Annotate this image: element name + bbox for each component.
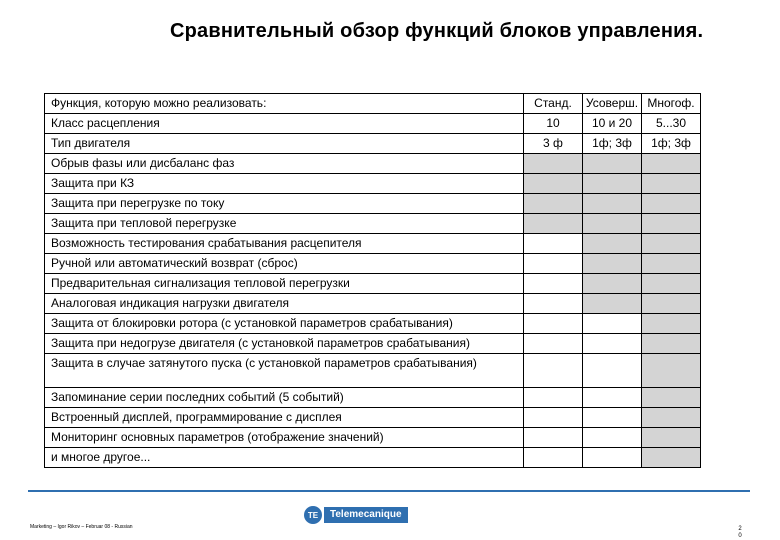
page-title: Сравнительный обзор функций блоков управления. bbox=[170, 20, 704, 42]
table-row bbox=[45, 154, 701, 174]
row-label: Защита при перегрузке по току bbox=[45, 194, 524, 214]
cell-standard bbox=[524, 428, 583, 448]
cell-advanced bbox=[583, 194, 642, 214]
cell-standard bbox=[524, 408, 583, 428]
table-header-row bbox=[45, 94, 701, 114]
table-row bbox=[45, 234, 701, 254]
table-row bbox=[45, 214, 701, 234]
row-label: Защита при тепловой перегрузке bbox=[45, 214, 524, 234]
cell-standard bbox=[524, 314, 583, 334]
cell-standard bbox=[524, 334, 583, 354]
cell-standard bbox=[524, 254, 583, 274]
cell-advanced bbox=[583, 214, 642, 234]
cell-advanced: 1ф; 3ф bbox=[583, 134, 642, 154]
cell-standard bbox=[524, 174, 583, 194]
cell-standard bbox=[524, 274, 583, 294]
cell-multifunction bbox=[642, 214, 701, 234]
cell-advanced bbox=[583, 334, 642, 354]
table-row bbox=[45, 388, 701, 408]
row-label: Обрыв фазы или дисбаланс фаз bbox=[45, 154, 524, 174]
cell-standard bbox=[524, 388, 583, 408]
cell-multifunction bbox=[642, 274, 701, 294]
cell-standard bbox=[524, 234, 583, 254]
footer-credit: Marketing – Igor Rikov – Februar 08 - Russian bbox=[30, 524, 133, 530]
cell-advanced bbox=[583, 408, 642, 428]
table-row bbox=[45, 314, 701, 334]
table-row bbox=[45, 174, 701, 194]
table-row bbox=[45, 114, 701, 134]
telemecanique-logo bbox=[304, 506, 408, 524]
cell-advanced bbox=[583, 448, 642, 468]
footer-divider bbox=[28, 490, 750, 492]
logo-text: Telemecanique bbox=[324, 507, 408, 523]
cell-advanced bbox=[583, 294, 642, 314]
row-label: Аналоговая индикация нагрузки двигателя bbox=[45, 294, 524, 314]
cell-advanced: 10 и 20 bbox=[583, 114, 642, 134]
row-label: Ручной или автоматический возврат (сброс) bbox=[45, 254, 524, 274]
cell-advanced bbox=[583, 354, 642, 388]
cell-standard bbox=[524, 354, 583, 388]
cell-advanced bbox=[583, 274, 642, 294]
row-label: Возможность тестирования срабатывания расцепителя bbox=[45, 234, 524, 254]
table-row bbox=[45, 448, 701, 468]
logo-badge-icon: TE bbox=[304, 506, 322, 524]
cell-standard bbox=[524, 154, 583, 174]
header-standard: Станд. bbox=[524, 94, 583, 114]
header-function: Функция, которую можно реализовать: bbox=[45, 94, 524, 114]
cell-multifunction bbox=[642, 388, 701, 408]
page-number-bottom: 0 bbox=[738, 533, 742, 539]
cell-standard bbox=[524, 214, 583, 234]
row-label: Тип двигателя bbox=[45, 134, 524, 154]
cell-standard bbox=[524, 294, 583, 314]
table-row bbox=[45, 428, 701, 448]
row-label: и многое другое... bbox=[45, 448, 524, 468]
cell-standard bbox=[524, 194, 583, 214]
row-label: Защита при КЗ bbox=[45, 174, 524, 194]
row-label: Встроенный дисплей, программирование с дисплея bbox=[45, 408, 524, 428]
cell-multifunction bbox=[642, 194, 701, 214]
row-label: Запоминание серии последних событий (5 событий) bbox=[45, 388, 524, 408]
page-number bbox=[736, 526, 744, 540]
cell-multifunction bbox=[642, 334, 701, 354]
cell-multifunction bbox=[642, 314, 701, 334]
cell-advanced bbox=[583, 388, 642, 408]
comparison-table bbox=[44, 93, 701, 468]
table-row bbox=[45, 354, 701, 388]
table-row bbox=[45, 274, 701, 294]
table-row bbox=[45, 294, 701, 314]
page-number-top: 2 bbox=[738, 526, 742, 532]
cell-advanced bbox=[583, 314, 642, 334]
cell-multifunction bbox=[642, 294, 701, 314]
cell-multifunction bbox=[642, 174, 701, 194]
cell-multifunction bbox=[642, 428, 701, 448]
cell-standard: 3 ф bbox=[524, 134, 583, 154]
table-row bbox=[45, 408, 701, 428]
cell-multifunction bbox=[642, 154, 701, 174]
cell-multifunction bbox=[642, 234, 701, 254]
cell-standard: 10 bbox=[524, 114, 583, 134]
row-label: Защита от блокировки ротора (с установкой параметров срабатывания) bbox=[45, 314, 524, 334]
row-label: Предварительная сигнализация тепловой перегрузки bbox=[45, 274, 524, 294]
header-multifunction: Многоф. bbox=[642, 94, 701, 114]
cell-advanced bbox=[583, 234, 642, 254]
table-row bbox=[45, 134, 701, 154]
cell-multifunction bbox=[642, 354, 701, 388]
cell-multifunction: 5...30 bbox=[642, 114, 701, 134]
cell-multifunction bbox=[642, 254, 701, 274]
row-label: Защита в случае затянутого пуска (с установкой параметров срабатывания) bbox=[45, 354, 524, 388]
cell-standard bbox=[524, 448, 583, 468]
cell-advanced bbox=[583, 254, 642, 274]
cell-advanced bbox=[583, 174, 642, 194]
cell-advanced bbox=[583, 428, 642, 448]
cell-advanced bbox=[583, 154, 642, 174]
row-label: Защита при недогрузе двигателя (с установкой параметров срабатывания) bbox=[45, 334, 524, 354]
cell-multifunction: 1ф; 3ф bbox=[642, 134, 701, 154]
header-advanced: Усоверш. bbox=[583, 94, 642, 114]
row-label: Класс расцепления bbox=[45, 114, 524, 134]
cell-multifunction bbox=[642, 408, 701, 428]
table-row bbox=[45, 194, 701, 214]
cell-multifunction bbox=[642, 448, 701, 468]
row-label: Мониторинг основных параметров (отображение значений) bbox=[45, 428, 524, 448]
table-row bbox=[45, 254, 701, 274]
table-row bbox=[45, 334, 701, 354]
